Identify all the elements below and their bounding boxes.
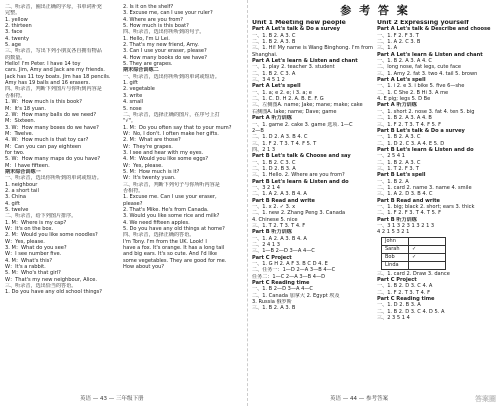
col4a-line: 一、3 1 3 2 3 1 3 2 1 3 [377, 223, 435, 229]
col4a-line: Part B Read and write [377, 197, 440, 204]
col3-line: Part A Let's spell [252, 83, 301, 90]
col4a-line: 二、1. A 2. C 3. B [377, 39, 421, 46]
col1-line: 2. W：How many balls do we need? [5, 111, 97, 118]
col2-line: 3. Can I use your eraser, please? [123, 48, 207, 55]
col3-line: Part B Let's learn & Listen and do [252, 178, 349, 185]
col4a-line: 4. E pig; legs 5. D Be [377, 96, 431, 103]
col4a-line: Part B Let's talk & Do a survey [377, 127, 465, 134]
col3-line: 一、3 2 1 4 [252, 184, 281, 191]
col4a-line: 二、1. D 2. C 3. A 4. E 5. D [377, 140, 445, 147]
col3-line: Part B Read and write [252, 197, 315, 204]
col3-line: 二、任务一：1—D 2—A 3—B 4—C [252, 267, 336, 274]
col2-line: 3. I see and hear with my eyes. [123, 149, 204, 156]
col3-line: 4. Chinese 5. nice [252, 216, 298, 223]
col4a-line: 三、1. A [377, 45, 398, 52]
table-row [382, 237, 446, 245]
col3-line: 三、1. B 2. A 3. B [252, 305, 296, 312]
col4b-line: 二、1. B 2. D 3. C 4. D 5. A [377, 308, 445, 315]
col4a-line: Part A Let's learn & Listen and chant [377, 51, 483, 58]
unit2-answers-bottom [377, 271, 497, 322]
col2-line: please? [123, 200, 143, 207]
col3-line: 三、1. Hello. 2. Where are you from? [252, 172, 345, 179]
col3-line: 二、1. D 2. B 3. A [252, 165, 296, 172]
col4a-line: 一、1. i 2. e 3. i bike 5. five 6—she [377, 83, 465, 90]
col3-line: 任务二：1—C 2—A 3—B 4—D [252, 273, 326, 280]
col3-line: 一、1. B 2—D 3—A 4—C [252, 286, 313, 293]
table-name-cell: John [382, 237, 409, 245]
col2-line: How about you? [123, 264, 165, 271]
col3-line: 一、1. A 2. A 3. B 4. A [252, 235, 307, 242]
col4b-line: 三、1. card 2. Draw 3. dance [377, 270, 450, 277]
col1-line: 的数量。 [5, 54, 26, 61]
col4a-line: 一、1. big; black 2. short; ears 3. thick [377, 203, 475, 210]
col3-line: 二、1. Canada 加拿大 2. Egypt 埃及 [252, 292, 340, 299]
col2-line: I'm Tony. I'm from the UK. Look! I [123, 238, 207, 245]
col1-line: W：That's my new neighbour, Alice. [5, 276, 98, 283]
col2-line: 4. M：Would you like some eggs? [123, 156, 209, 163]
col1-line: 4. W：How much is that toy car? [5, 137, 89, 144]
col2-line: W：No, I don't. I often make her gifts. [123, 130, 219, 137]
col1-line: Hello! I'm Peter. I have 14 toy [5, 61, 81, 68]
col3-line: Part C Reading time [252, 280, 310, 287]
col3-line: Part A Let's learn & Listen and chant [252, 58, 358, 65]
col1-line: 5. age [5, 42, 21, 49]
col1-line: 1. M：Where is my cap? [5, 219, 67, 226]
col1-line: M：Twelve. [5, 130, 34, 137]
table-row [382, 261, 446, 269]
col4a-line: 二、1. B 2. A 3. A 4. B [377, 115, 432, 122]
col1-line: 4. M：What's this? [5, 257, 53, 264]
col2-line: 二、听录音，选择正确的图片，在序号上打 [123, 111, 220, 118]
col3-line: Part B Let's talk & Choose and say [252, 153, 351, 160]
col3-line: 一、1. a; e 2. e; i 3. a; e [252, 89, 312, 96]
col4a-line: 一、1. B 2. A [377, 178, 409, 185]
col1-line: M：It's 18 yuan. [5, 105, 46, 112]
footer-left: 英语 — 43 — 三年级下册 [80, 396, 144, 402]
col2-line: 一、听录音，选出你所听到的单词或短语。 [123, 73, 220, 80]
col2-line: 5. nose [123, 105, 142, 112]
col4a-line: 二、1. card 2. name 3. name 4. smile [377, 184, 472, 191]
col3-line: 一、1. B 2. A 3. C [252, 32, 296, 39]
col2-line: 1. M：Do you often say that to your mum? [123, 124, 232, 131]
col3-line: 右侧图A. lake; name; Dave; game [252, 108, 337, 115]
col3-line: 三、左侧图A. name; Jake; mane; make; cake [252, 102, 363, 109]
col3-line: Unit 1 Meeting new people [252, 20, 346, 26]
col1-line: 5. W：How many maps do you have? [5, 156, 101, 163]
table-row [382, 253, 446, 261]
left-page-column-2 [123, 4, 243, 270]
col4a-line: Part B 听力训练 [377, 216, 417, 223]
col2-line: 2. That's Mike. He's from Canada. [123, 207, 209, 213]
col3-line: 一、1. G H 2. A F 3. B C D 4. E [252, 261, 328, 268]
col2-line: 5. Do you have any old things at home? [123, 226, 225, 233]
col4a-line: Unit 2 Expressing yourself [377, 20, 469, 26]
col4a-line: Part A Let's talk & Describe and choose [377, 26, 491, 33]
col1-line: for two. [5, 149, 25, 156]
col1-line: 5. M：Who's that girl? [5, 270, 61, 277]
table-name-cell: Sarah [382, 245, 409, 253]
col4a-line: 三、1. A 2. D 3. B 4. C [377, 191, 433, 198]
col3-line: 三、1—B 2—D 3—A 4—C [252, 248, 315, 255]
col4a-line: 一、1. short 2. nose 3. fat 4. ten 5. big [377, 108, 475, 115]
col1-line: 完整。 [5, 10, 21, 17]
col3-line: 三、1. T 2. T 3. T 4. F [252, 223, 306, 229]
col1-line: W：Yes, please. [5, 238, 45, 245]
col1-line: M：I have fifteen. [5, 162, 50, 169]
col3-line: Shanghai. [252, 51, 278, 58]
col1-line: W：I see number five. [5, 251, 62, 258]
col2-line: 3. Would you like some rice and milk? [123, 213, 220, 220]
col2-line: 4. How many books do we have? [123, 54, 207, 61]
col4a-line: 4 2 1 5 3 2 1 [377, 229, 410, 236]
col2-line: 期末综合训练二 [123, 67, 159, 74]
col2-line: W：Yes, please. [123, 162, 163, 169]
col3-line: 二、1. new 2. Zhang Peng 3. Canada [252, 210, 346, 217]
col2-line: some vegetables. They are good for me. [123, 257, 227, 264]
col2-line: 否相符。 [123, 187, 144, 194]
col1-line: 1. yellow [5, 16, 28, 23]
col4b-line: Part C Reading time [377, 296, 435, 303]
col3-line: Part C Project [252, 254, 292, 261]
col3-line: 三、1. F 2. T 3. T 4. F 5. T [252, 140, 317, 147]
col2-line: 5. M：How much is it? [123, 168, 180, 175]
col1-line: W：It's on the box. [5, 226, 54, 233]
col1-line: 4. gift [5, 200, 20, 207]
left-page-column-1 [5, 4, 120, 296]
col2-line: 2. M：What are those? [123, 137, 181, 144]
answer-key-title: 参 考 答 案 [340, 4, 410, 17]
col1-line: 否相符。 [5, 92, 26, 99]
col4a-line: Part B Let's learn & Listen and do [377, 146, 474, 153]
col2-line: 2. Is it on the shelf? [123, 4, 174, 10]
page-divider [247, 0, 248, 406]
col2-line: 四、听录音，选出你所听到的句子。 [123, 29, 205, 36]
col3-line: Part B 听力训练 [252, 229, 292, 236]
col3-line: Part A 听力训练 [252, 115, 292, 122]
col4a-line: Part A Let's spell [377, 77, 426, 84]
col1-line: W：It's a rabbit. [5, 264, 46, 271]
col2-line: 4. Where are you from? [123, 16, 184, 23]
col1-line: 5. twelve [5, 207, 29, 213]
col2-line: 5. They are grapes. [123, 61, 173, 68]
col1-line: Jack has 11 toy boats. Jim has 18 pencils. [5, 73, 111, 80]
col1-line: 3. China [5, 194, 27, 201]
col1-line: 1. W：How much is this book? [5, 99, 82, 106]
col1-line: 2. a short tail [5, 187, 39, 194]
col1-line: 2. M：Would you like some noodles? [5, 232, 98, 239]
col2-line: 1. gift [123, 80, 138, 87]
col2-line: and big ears. It's so cute. And I'd like [123, 251, 217, 258]
col4a-line: 一、1. B 2. A 3. A 4. C [377, 58, 432, 65]
col2-line: "√"。 [123, 118, 137, 125]
col3-line: 一、1. game 2. cake 3. game 选项. 1—C [252, 121, 353, 128]
col3-line: 一、1. x 2. ✓ 3. x [252, 203, 296, 210]
col2-line: W：It's twenty yuan. [123, 175, 176, 182]
col3-line: 二、1. A 2. A 3. B 4. A [252, 191, 307, 198]
answer-column-unit2 [377, 20, 497, 321]
table-row [382, 245, 446, 253]
col3-line: 2—B [252, 127, 264, 134]
col1-line: 期末综合训练一 [5, 168, 41, 175]
col3-line: 三、1. Hi! My name is Wang Binghong. I'm from [252, 45, 374, 52]
unit2-answers-top [377, 20, 497, 236]
col1-line: 三、听录音，写出下列小朋友各自拥有物品 [5, 48, 102, 55]
col4b-line: 一、1. B 2. D 3. C 4. A [377, 283, 433, 290]
col3-line: 3. Russia 俄罗斯 [252, 299, 292, 306]
col4a-line: 三、1. T 2. F 3. T [377, 165, 420, 172]
col2-line: 2. vegetable [123, 86, 155, 93]
col1-line: M：Can you can pay eighteen [5, 143, 82, 150]
col2-line: 4. small [123, 99, 144, 106]
col2-line: 三、听录音，判断下列句子与你所听内容是 [123, 181, 220, 188]
col2-line: 1. Excuse me. Can I use your eraser, [123, 194, 217, 201]
col3-line: 二、1. C. D. H 2. A. B. E. F. G [252, 96, 324, 103]
col3-line: Part A Let's talk & Do a survey [252, 26, 340, 33]
table-check-cell [409, 237, 446, 245]
col1-line: 二、听录音，圈出正确的字母，书单词补充 [5, 4, 102, 10]
table-check-cell: ✓ [409, 253, 446, 261]
col3-line: 一、1. play 2. teacher 3. student [252, 64, 335, 71]
col3-line: 一、1. B 2. C 3. C [252, 159, 296, 166]
col2-line: 1. Hello, I'm Li Lei. [123, 35, 170, 42]
table-check-cell [409, 261, 446, 269]
col1-line: cars. Jim, Amy and Jack are my friends. [5, 67, 105, 74]
col2-line: 3. write [123, 92, 143, 99]
col3-line: 二、2 4 1 3 [252, 242, 281, 249]
table-check-cell: ✓ [409, 245, 446, 253]
table-name-cell: Linda [382, 261, 409, 269]
col2-line: 4. We need fifteen apples. [123, 219, 190, 226]
col4a-line: 一、1. F 2. F 3. T [377, 32, 419, 39]
col3-line: 二、1. D 2. A 3. B 4. C [252, 134, 308, 141]
col1-line: 4. twenty [5, 35, 30, 42]
col1-line: 3. M：What do you see? [5, 245, 67, 252]
col1-line: 3. W：How many boxes do we have? [5, 124, 99, 131]
col1-line: 二、听录音，给下列图片排序。 [5, 213, 77, 220]
col4a-line: 一、1. B 2. A 3. C [377, 134, 421, 141]
col1-line: 3. face [5, 29, 23, 36]
col3-line: 二、1. B 2. A 3. B [252, 39, 296, 46]
footer-right: 英语 — 44 — 参考答案 [330, 396, 388, 402]
col4b-line: 一、1. D 2. B 3. A [377, 302, 421, 309]
col2-line: 5. How much is this boat? [123, 23, 189, 30]
col4a-line: Part A 听力训练 [377, 102, 417, 109]
col1-line: 四、听录音，判断下列图片与你听到内容是 [5, 86, 102, 93]
col4a-line: 二、1. F 2. F 3. T 4. T 5. F [377, 210, 442, 217]
col2-line: 四、听录音，选择正确的答语。 [123, 232, 195, 239]
col1-line: 1. Do you have any old school things? [5, 289, 103, 296]
col4b-line: 二、1. F 2. T 3. T 4. F [377, 289, 431, 296]
col2-line: 3. Excuse me, can I use your ruler? [123, 10, 213, 17]
col4a-line: 二、long nose, fat legs, cute face [377, 64, 462, 71]
col4b-line: 三、2 3 5 1 4 [377, 315, 410, 322]
col1-line: 2. thirteen [5, 23, 32, 30]
col1-line: 一、听录音，选出你所听到的单词或短语。 [5, 175, 102, 182]
col2-line: 2. That's my new friend, Amy. [123, 42, 199, 49]
col2-line: have a fox. It's orange. It has a long tail [123, 245, 225, 252]
watermark-logo: 答案圈 [475, 395, 496, 403]
col1-line: 三、听录音，选出恰当的答语。 [5, 283, 77, 290]
col4a-line: 二、1. C She 2. B Hi 3. A me [377, 89, 449, 96]
col3-line: 三、3 4 5 1 2 [252, 77, 285, 84]
survey-table [381, 237, 446, 270]
col4a-line: 三、1. Amy 2. fat 3. two 4. tail 5. brown [377, 70, 478, 77]
col4a-line: 二、1. B 2. A 3. C [377, 159, 421, 166]
table-name-cell: Bob [382, 253, 409, 261]
col4a-line: Part B Let's spell [377, 172, 426, 179]
col1-line: Amy has 19 balls and 16 erasers. [5, 80, 91, 87]
col3-line: 二、1. B 2. C 3. A [252, 70, 296, 77]
col3-line: 四、2 1 3 [252, 146, 276, 153]
col4a-line: 三、1. F 2. T 3. T 4. F 5. F [377, 121, 442, 128]
col1-line: M：Sixteen. [5, 118, 36, 125]
col2-line: W：They're grapes. [123, 143, 173, 150]
col4b-line: Part C Project [377, 277, 417, 284]
answer-column-unit1 [252, 20, 374, 312]
col1-line: 1. neighbour [5, 181, 38, 188]
col4a-line: 一、2 5 4 1 [377, 153, 406, 160]
